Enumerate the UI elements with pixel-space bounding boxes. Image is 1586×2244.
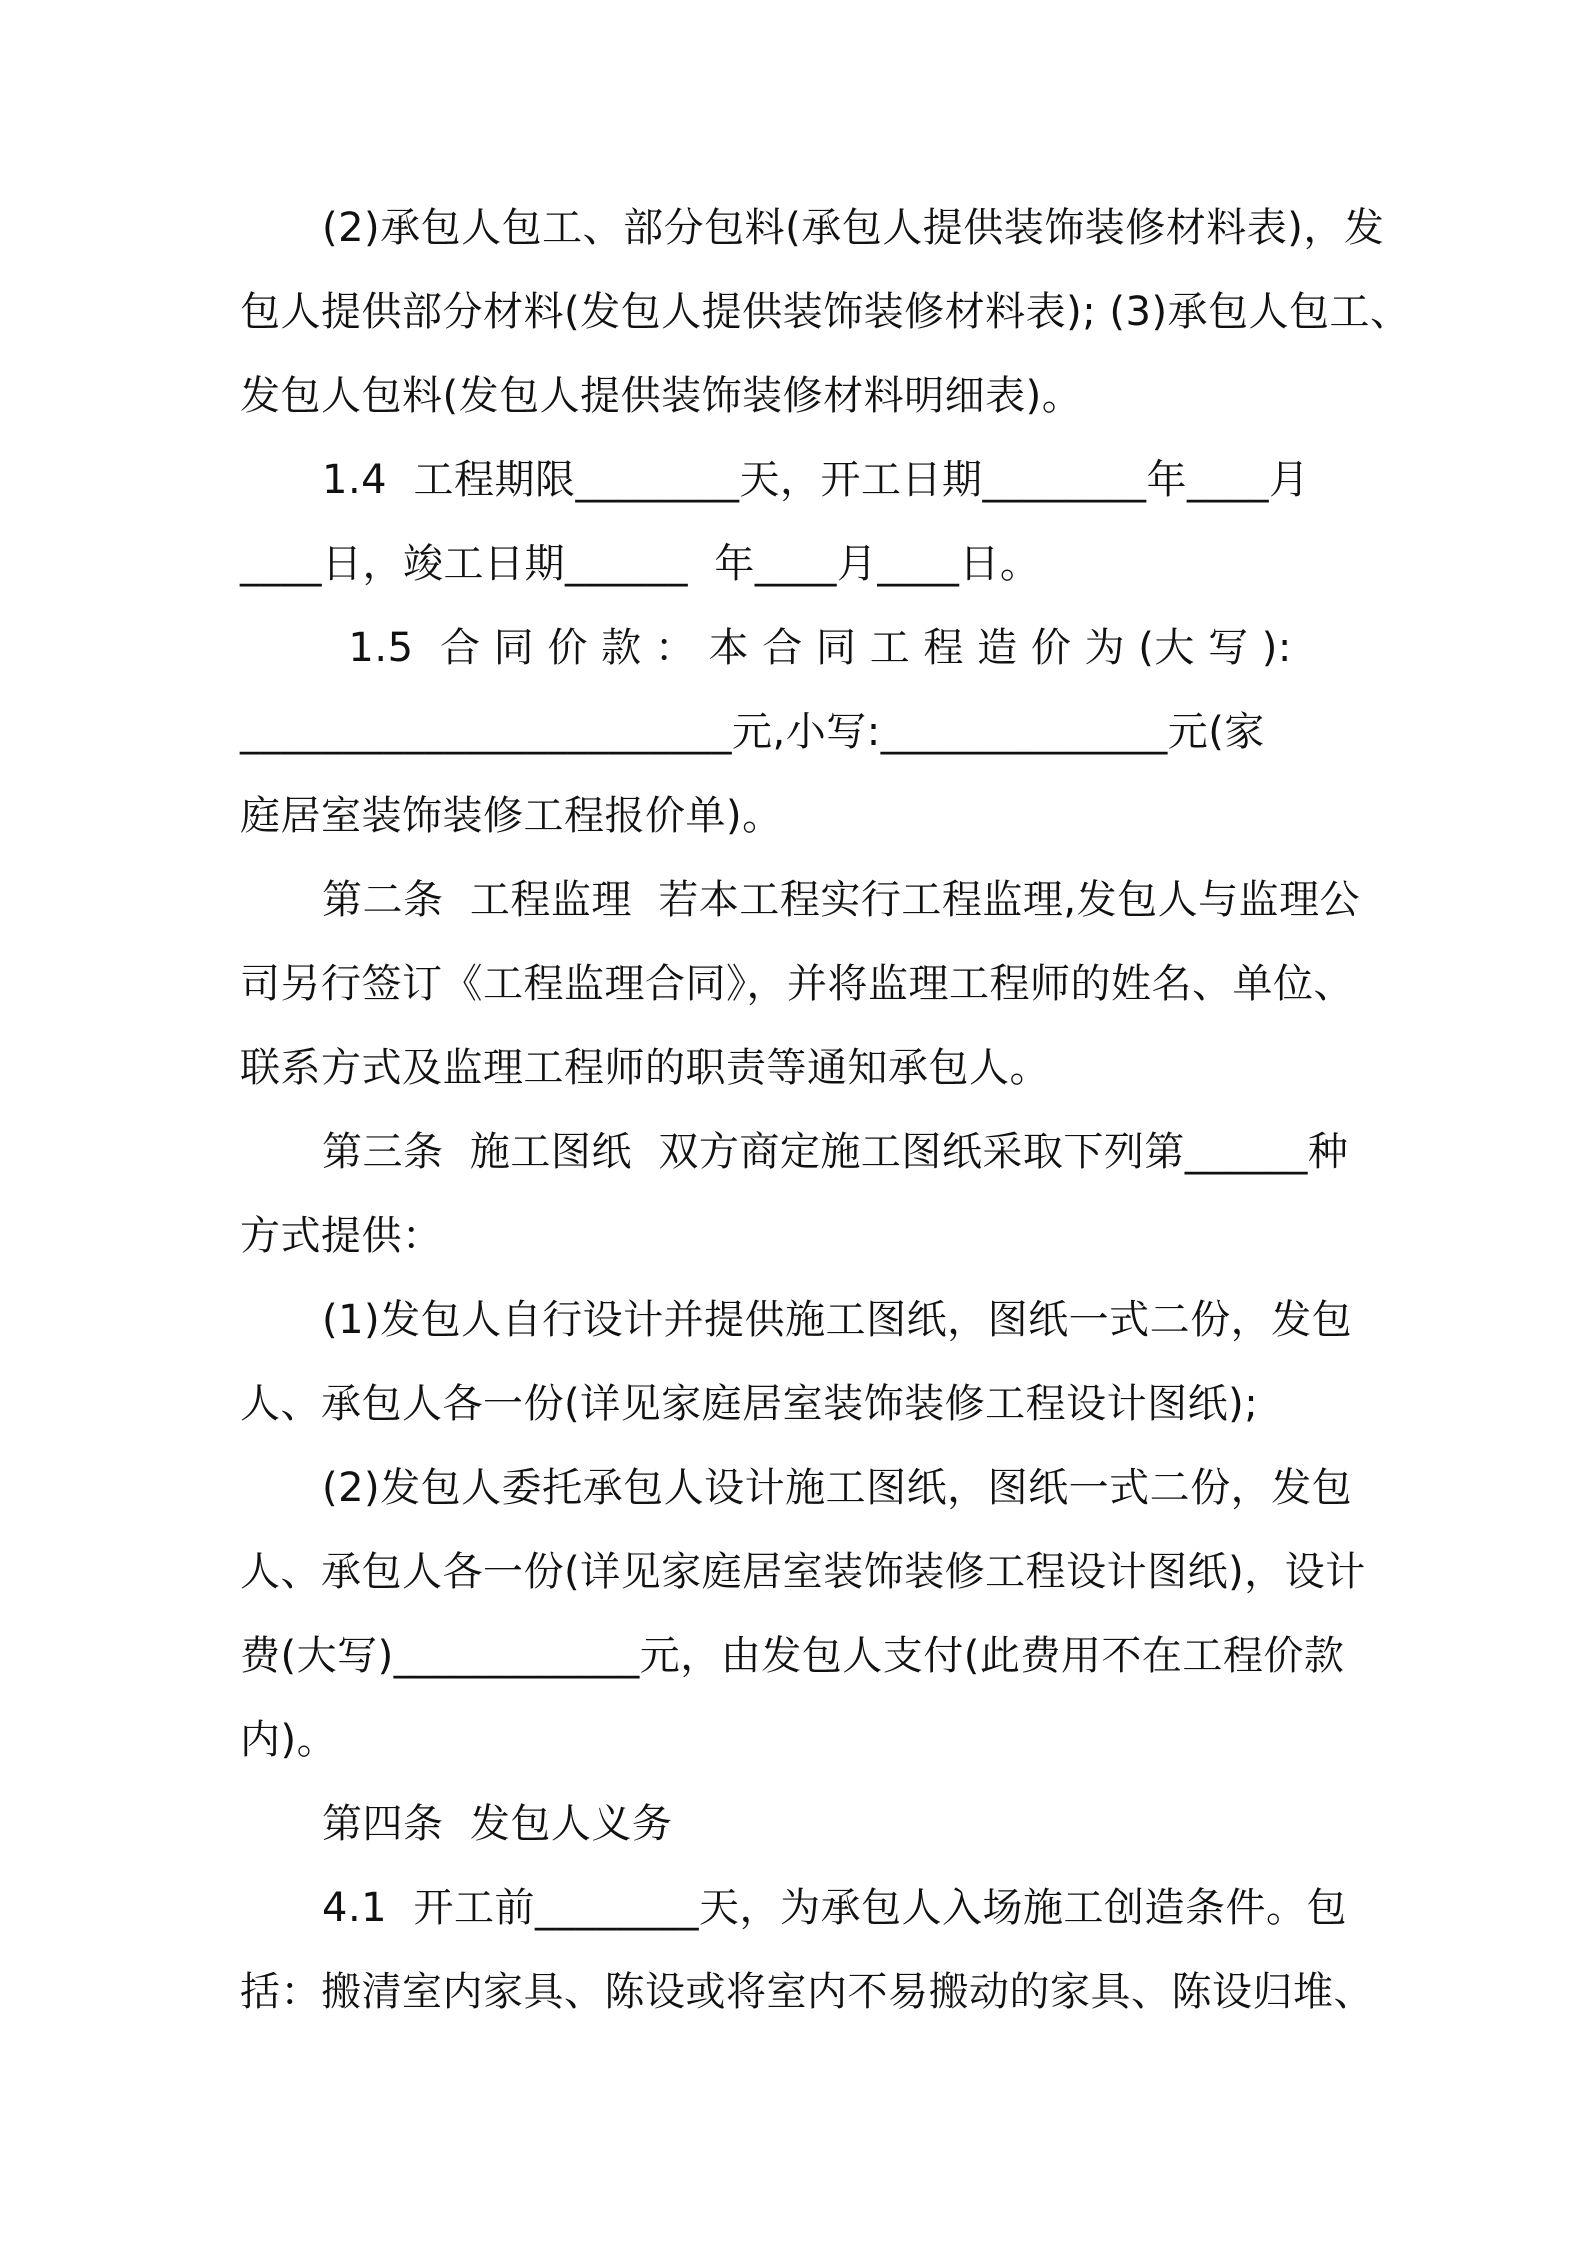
paragraph-line: 发包人包料(发包人提供装饰装修材料明细表)。 (240, 373, 1083, 419)
paragraph-line: 庭居室装饰装修工程报价单)。 (240, 793, 783, 839)
paragraph-line: 司另行签订《工程监理合同》，并将监理工程师的姓名、单位、 (240, 961, 1354, 1007)
paragraph-line: 1.5 合 同 价 款 ： 本 合 同 工 程 造 价 为 (大 写 ): (322, 625, 1292, 671)
paragraph-line: 括：搬清室内家具、陈设或将室内不易搬动的家具、陈设归堆、 (240, 1969, 1374, 2015)
paragraph-line: 内)。 (240, 1717, 338, 1763)
paragraph-line: (2)发包人委托承包人设计施工图纸，图纸一式二份，发包 (322, 1465, 1353, 1511)
paragraph-line: 第三条 施工图纸 双方商定施工图纸采取下列第______种 (322, 1129, 1349, 1175)
paragraph-line: 费(大写)____________元，由发包人支付(此费用不在工程价款 (240, 1633, 1345, 1679)
paragraph-line: 人、承包人各一份(详见家庭居室装饰装修工程设计图纸); (240, 1381, 1259, 1427)
paragraph-line: 人、承包人各一份(详见家庭居室装饰装修工程设计图纸)，设计 (240, 1549, 1366, 1595)
paragraph-line: ________________________元,小写:______________元(家 (240, 709, 1265, 755)
paragraph-line: 方式提供： (240, 1213, 443, 1259)
paragraph-line: 1.4 工程期限________天，开工日期________年____月 (322, 457, 1310, 503)
paragraph-line: 包人提供部分材料(发包人提供装饰装修材料表); (3)承包人包工、 (240, 289, 1411, 335)
paragraph-line: 4.1 开工前________天，为承包人入场施工创造条件。包 (322, 1885, 1348, 1931)
paragraph-line: 第二条 工程监理 若本工程实行工程监理,发包人与监理公 (322, 877, 1361, 923)
paragraph-line: 联系方式及监理工程师的职责等通知承包人。 (240, 1045, 1050, 1091)
paragraph-line: ____日，竣工日期______ 年____月____日。 (240, 541, 1041, 587)
section-heading: 第四条 发包人义务 (322, 1801, 673, 1847)
paragraph-line: (2)承包人包工、部分包料(承包人提供装饰装修材料表)，发 (322, 205, 1385, 251)
paragraph-line: (1)发包人自行设计并提供施工图纸，图纸一式二份，发包 (322, 1297, 1353, 1343)
